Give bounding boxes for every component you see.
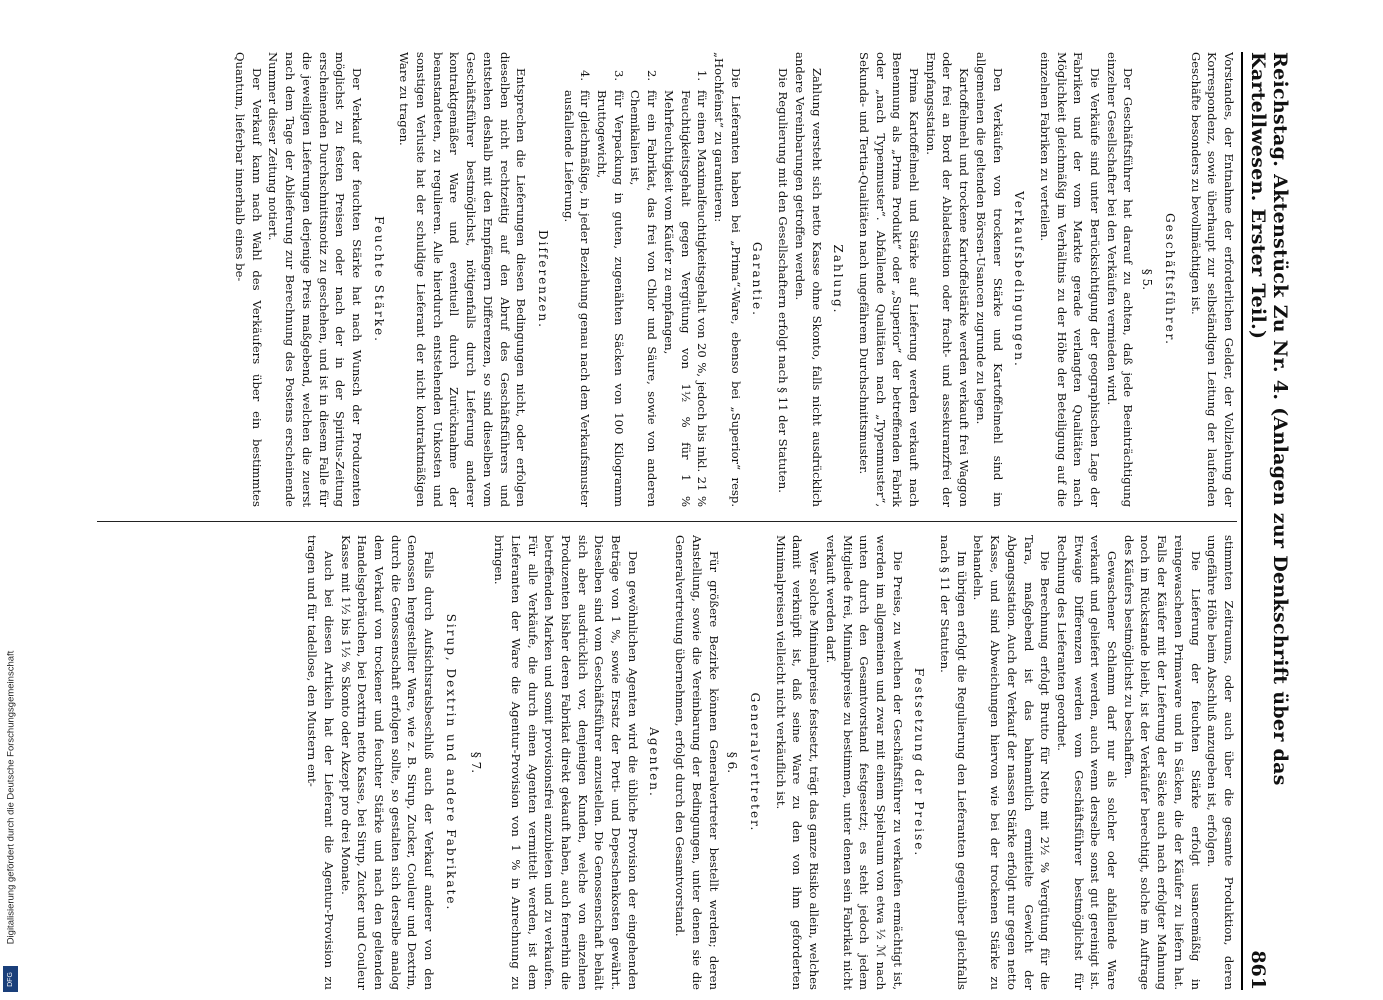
rotated-document-page [81, 52, 1291, 990]
list-number: 2. [645, 70, 660, 82]
section-heading: Feuchte Stärke. [371, 216, 386, 343]
section-heading: Differenzen. [535, 230, 550, 329]
paragraph: Auch bei diesen Artikeln hat der Lieferant die Agentur-Provision zu tragen und für tadellose, den Mustern ent- [305, 535, 336, 990]
section-heading: Verkaufsbedingungen. [1012, 191, 1027, 368]
paragraph: stimmten Zeitraums, oder auch über die gesamte Produktion, deren ungefähre Höhe beim Abschluß anzugeben ist, erfolgen. [1205, 535, 1236, 990]
paragraph: Vorstandes, der Entnahme der erforderlichen Gelder, der Vollziehung der Korrespondenz, sowie überhaupt zur selbständigen Leitung der laufenden Geschäfte besonders zu bevollmächtigen ist. [1188, 52, 1236, 507]
paragraph: Der Verkauf der feuchten Stärke hat nach Wunsch der Produzenten möglichst zu festen Preisen oder nach der in der Spiritus-Zeitung erscheinenden Durchschnittsnotiz zu geschehen, und ist in diesem Falle für die jeweiligen Lieferungen derjenige Preis maßgebend, welchen die zuerst nach dem Tage der Ablieferung zur Berechnung des Postens erscheinende Nummer dieser Zeitung notiert. [266, 52, 364, 507]
list-item [593, 70, 626, 507]
paragraph: Kartoffelmehl und trockene Kartoffelstärke werden verkauft frei Waggon oder frei an Bord der Abladestation oder fracht- und assekuranzfrei der Empfangsstation. [923, 52, 972, 507]
paragraph: Für größere Bezirke können Generalvertreter bestellt werden; deren Anstellung, sowie die Vereinbarung der Bedingungen, unter denen sie die Generalvertretung übernehmen, erfolgt durch den Gesamtvorstand. [673, 535, 721, 990]
paragraph: Die Regulierung mit den Gesellschaftern erfolgt nach § 11 der Statuten. [776, 68, 791, 493]
list-number: 3. [611, 70, 626, 82]
section-heading: Festsetzung der Preise. [912, 667, 927, 858]
section-heading: Garantie. [750, 242, 765, 317]
list-text: für Verpackung in guten, zugenähten Säcken von 100 Kilogramm Bruttogewicht, [595, 90, 626, 507]
paragraph: Den Verkäufen von trockener Stärke und Kartoffelmehl sind im allgemeinen die geltenden Börsen-Usancen zugrunde zu legen. [973, 52, 1005, 507]
paragraph: Die Lieferanten haben bei „Prima“-Ware, ebenso bei „Superior“ resp. „Hochfeinst“ zu garantieren: [712, 52, 743, 507]
section-heading: Geschäftsführer. [1162, 213, 1177, 346]
paragraph: Wer solche Minimalpreise festsetzt, trägt das ganze Risiko allein, welches damit verknüpft ist, daß seine Ware zu den von ihm geforderten Minimalpreisen vielleicht nicht verkäuflich ist. [773, 535, 822, 990]
column-divider [97, 521, 1237, 522]
header-title: Reichstag. Aktenstück Zu Nr. 4. (Anlagen zur Denkschrift über das Kartellwesen. Erster Teil.) [1247, 52, 1291, 786]
list-item [627, 70, 660, 507]
page-header [1247, 52, 1291, 990]
header-rule [1241, 52, 1243, 990]
section-number: § 7. [469, 751, 484, 774]
paragraph: Im übrigen erfolgt die Regulierung den Lieferanten gegenüber gleichfalls nach § 11 der Statuten. [938, 535, 969, 990]
right-column [87, 535, 1237, 990]
guarantee-list [560, 52, 710, 507]
paragraph: Entsprechen die Lieferungen diesen Bedingungen nicht, oder erfolgen dieselben nicht rechtzeitig auf den Abruf des Geschäftsführers und entstehen deshalb mit den Empfängern Differenzen, so sind dieselben vom Geschäftsführer bestmöglichst, nötigenfalls durch Lieferung anderer kontraktgemäßer Ware und eventuell durch Zurücknahme der beanstandeten, zu regulieren. Alle hierdurch entstehenden Unkosten und sonstigen Verluste hat der schuldige Lieferant der nicht kontraktmäßigen Ware zu tragen. [397, 52, 529, 507]
list-number: 4. [578, 70, 593, 82]
list-text: für ein Fabrikat, das frei von Chlor und Säure, sowie von anderen Chemikalien ist, [628, 90, 660, 507]
paragraph: Falls durch Aufsichtsratsbeschluß auch der Verkauf anderer von den Genossen hergestellter Ware, wie z. B. Sirup, Zucker, Couleur und Dextrin, durch die Genossenschaft erfolgen sollte, so gestalten sich derselbe analog dem Verkauf von trockener und feuchter Stärke und nach den geltenden Handelsgebräuchen, bei Dextrin netto Kasse, bei Sirup, Zucker und Couleur Kasse mit 1½ bis 1½ % Skonto oder Akzept pro drei Monate. [338, 535, 437, 990]
section-heading: Generalvertreter. [748, 692, 763, 833]
paragraph: Zahlung versteht sich netto Kasse ohne Skonto, falls nicht ausdrücklich andere Vereinbarungen getroffen werden. [792, 52, 824, 507]
paragraph: Prima Kartoffelmehl und Stärke auf Lieferung werden verkauft nach Benennung als „Prima Produkt“ oder „Superior“ der betreffenden Fabrik oder „nach Typenmuster“. Abfallende Qualitäten nach „Typenmuster“, Sekunda- und Tertia-Qualitäten nach ungefährem Durchschnittsmuster. [856, 52, 922, 507]
paragraph: Die Verkäufe sind unter Berücksichtigung der geographischen Lage der Fabriken und der vom Markte gerade verlangten Qualitäten nach Möglichkeit gleichmäßig im Verhältnis zu der Höhe der Beteiligung auf die einzelnen Fabriken zu verteilen. [1037, 52, 1103, 507]
list-text: für gleichmäßige, in jeder Beziehung genau nach dem Verkaufsmuster ausfallende Lieferung. [561, 90, 593, 507]
list-text: für einen Maximalfeuchtigkeitsgehalt von 20 %, jedoch bis inkl. 21 % Feuchtigkeitsgehalt gegen Vergütung von 1½ % für 1 % Mehrfeuchtigkeit vom Käufer zu empfangen, [661, 90, 710, 507]
paragraph: Den gewöhnlichen Agenten wird die übliche Provision der eingehenden Beträge von 1 %, sowie Ersatz der Porti- und Depeschenkosten gewährt. Dieselben sind vom Geschäftsführer anzustellen. Die Genossenschaft behält sich aber ausdrücklich vor, denjenigen Kunden, welche von einzelnen Produzenten bisher deren Fabrikat direkt gekauft haben, auch fernerhin die betreffenden Marken und somit provisionsfrei anzubieten und zu verkaufen. Für alle Verkäufe, die durch einen Agenten vermittelt werden, ist dem Lieferanten der Ware die Agentur-Provision von 1 % in Anrechnung zu bringen. [492, 535, 640, 990]
digitization-credit [4, 605, 18, 990]
paragraph: Die Preise, zu welchen der Geschäftsführer zu verkaufen ermächtigt ist, werden im allgemeinen und zwar mit einem Spielraum von etwa ½ ℳ nach unten durch den Gesamtvorstand festgesetzt; es steht jedoch jedem Mitgliede frei, Minimalpreise zu bestimmen, unter denen sein Fabrikat nicht verkauft werden darf. [823, 535, 905, 990]
digitization-credit-text: Digitalisierung gefördert durch die Deutsche Forschungsgemeinschaft [5, 650, 17, 945]
page-number: 861 [1247, 950, 1269, 990]
dfg-logo [3, 966, 18, 992]
list-item [560, 70, 593, 507]
section-heading: Sirup, Dextrin und andere Fabrikate. [443, 613, 458, 912]
section-number: § 6. [725, 751, 740, 774]
paragraph: Gewaschener Schlamm darf nur als solcher oder abfallende Ware verkauft und geliefert werden, auch wenn derselbe sonst gut gereinigt ist. Etwaige Differenzen werden vom Geschäftsführer bestmöglichst für Rechnung des Lieferanten geordnet. [1054, 535, 1120, 990]
section-heading: Agenten. [647, 727, 662, 798]
paragraph: Der Geschäftsführer hat darauf zu achten, daß jede Beeinträchtigung einzelner Gesellschafter bei den Verkäufen vermieden wird. [1104, 52, 1136, 507]
paragraph: Die Lieferung der feuchten Stärke erfolgt usancemäßig in reingewaschenen Primaware und in Säcken, die der Käufer zu liefern hat. Falls der Käufer mit der Lieferung der Säcke auch nach erfolgter Mahnung noch im Rückstande bleibt, ist der Verkäufer berechtigt, solche im Auftrage des Käufers bestmöglichst zu beschaffen. [1121, 535, 1203, 990]
list-number: 1. [695, 70, 710, 82]
section-heading: Zahlung. [831, 244, 846, 315]
section-number: § 5. [1140, 268, 1155, 291]
dfg-logo-text: DFG [7, 971, 14, 987]
paragraph: Der Verkauf kann nach Wahl des Verkäufers über ein bestimmtes Quantum, lieferbar innerhalb eines be- [233, 52, 264, 507]
list-item [660, 70, 710, 507]
paragraph: Die Berechnung erfolgt Brutto für Netto mit 2½ % Vergütung für die Tara, maßgebend ist das bahnamtlich ermittelte Gewicht der Abgangsstation. Auch der Verkauf der nassen Stärke erfolgt nur gegen netto Kasse, und sind Abweichungen hiervon wie bei der trockenen Stärke zu behandeln. [971, 535, 1053, 990]
left-column [87, 52, 1237, 507]
